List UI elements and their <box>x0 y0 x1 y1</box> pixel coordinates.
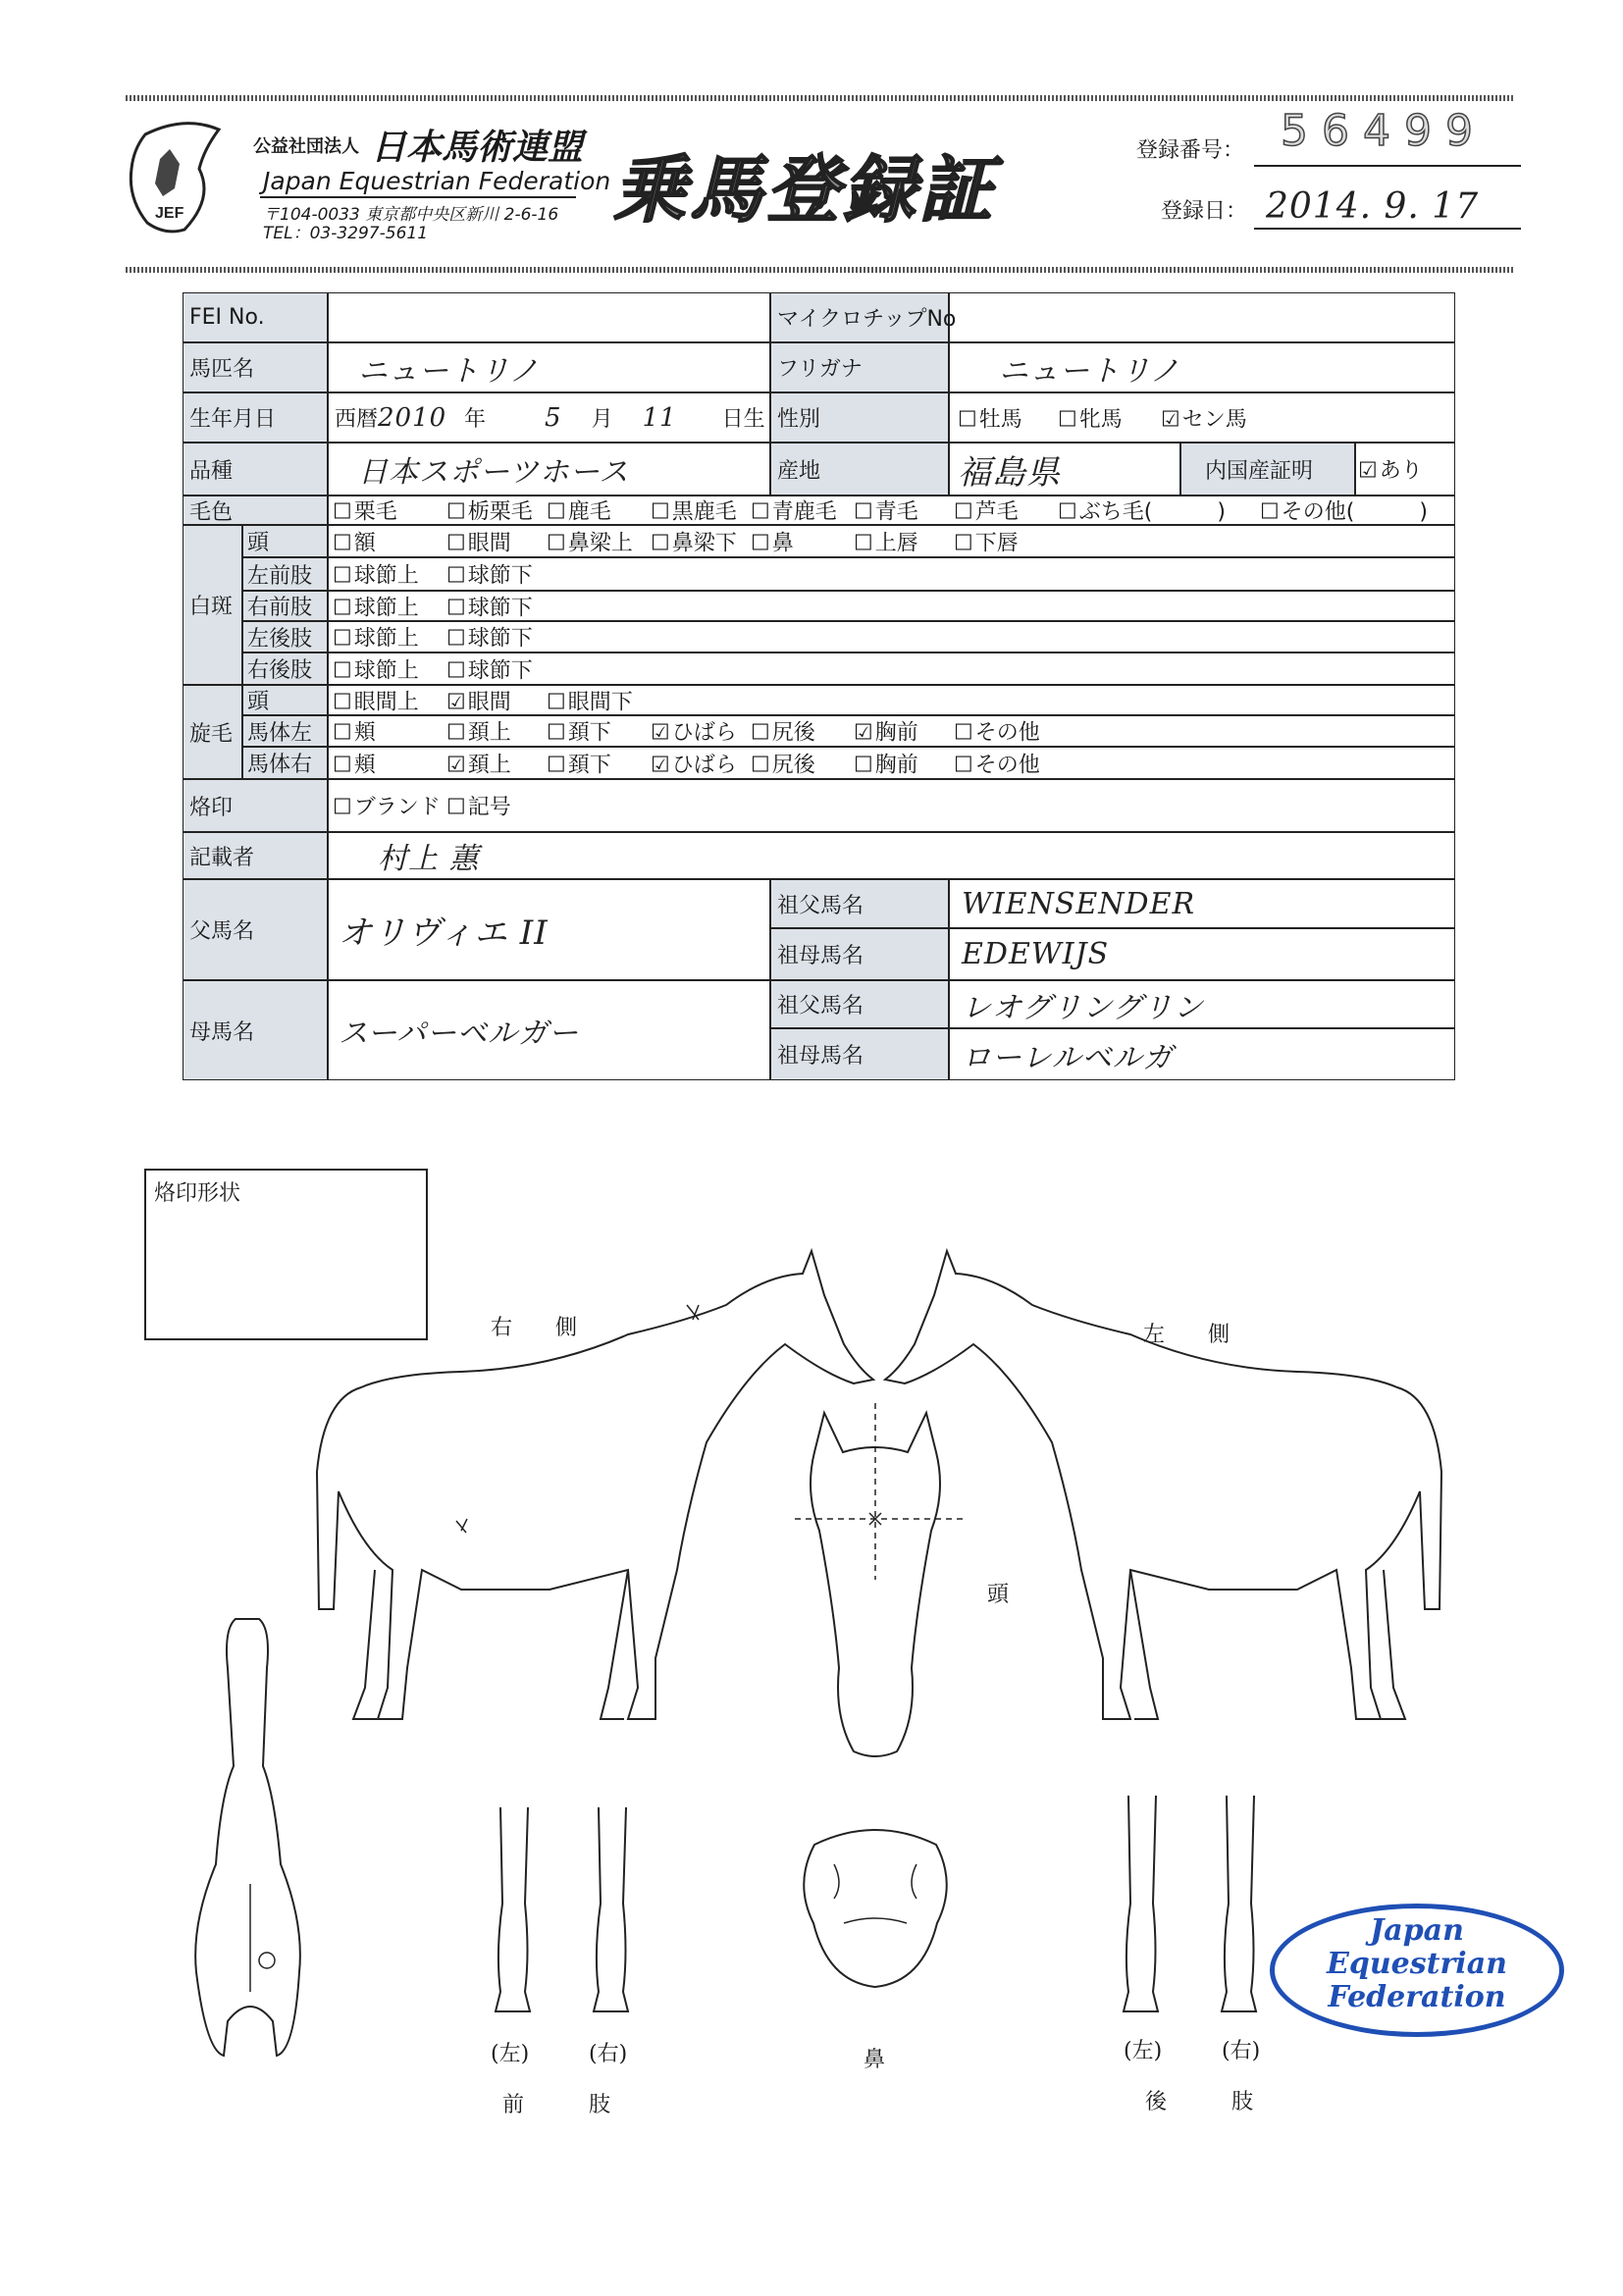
breed-field[interactable]: 日本スポーツホース <box>328 443 770 496</box>
row-label: 馬体右 <box>242 747 328 779</box>
checkbox-unchecked-icon[interactable]: ☐ <box>547 753 566 777</box>
checkbox-option[interactable] <box>446 716 511 747</box>
furigana-field[interactable]: ニュートリノ <box>949 342 1455 392</box>
checkbox-label: 栃栗毛 <box>467 499 533 525</box>
checkbox-label: 鹿毛 <box>567 499 611 525</box>
checkbox-row <box>328 715 1455 747</box>
checkbox-option[interactable] <box>651 526 737 556</box>
checkbox-row <box>328 591 1455 621</box>
checkbox-label: 記号 <box>467 795 511 820</box>
checkbox-unchecked-icon[interactable]: ☐ <box>547 531 566 555</box>
checkbox-option[interactable] <box>333 559 419 590</box>
checkbox-unchecked-icon[interactable]: ☐ <box>333 531 352 555</box>
right-side-label: 右 側 <box>491 1316 578 1340</box>
checkbox-label: 頚下 <box>567 720 611 746</box>
reg-no-value: 56499 <box>1281 106 1487 156</box>
checkbox-label: 頬 <box>353 720 376 746</box>
checkbox-option[interactable] <box>333 716 376 747</box>
checkbox-row <box>328 747 1455 779</box>
stamp-line3: Federation <box>1328 1980 1506 2014</box>
checkbox-label: 球節上 <box>353 658 419 683</box>
checkbox-unchecked-icon[interactable]: ☐ <box>751 753 770 777</box>
horse-right-side-drawing <box>317 1251 873 1719</box>
checkbox-unchecked-icon[interactable]: ☐ <box>954 753 973 777</box>
row-label: 馬体左 <box>242 715 328 747</box>
checkbox-label: 頚下 <box>567 753 611 777</box>
brand-shape-label: 烙印形状 <box>154 1181 241 1206</box>
checkbox-option[interactable] <box>651 716 737 747</box>
horse-name-label: 馬匹名 <box>183 342 328 392</box>
checkbox-unchecked-icon[interactable]: ☐ <box>333 795 352 820</box>
checkbox-unchecked-icon[interactable]: ☐ <box>333 690 352 714</box>
checkbox-unchecked-icon[interactable]: ☐ <box>547 720 566 746</box>
org-name-en: Japan Equestrian Federation <box>263 167 611 195</box>
checkbox-option[interactable] <box>547 685 633 715</box>
sire-grandsire-field[interactable]: WIENSENDER <box>949 879 1455 928</box>
checkbox-label: 球節上 <box>353 563 419 589</box>
document-title: 乗馬登録証 <box>613 148 996 233</box>
sire-grandsire-label: 祖父馬名 <box>770 879 949 928</box>
checkbox-unchecked-icon[interactable]: ☐ <box>1058 499 1077 525</box>
checkbox-unchecked-icon[interactable]: ☐ <box>446 658 466 683</box>
checkbox-label: 胸前 <box>874 720 918 746</box>
checkbox-unchecked-icon[interactable]: ☐ <box>954 720 973 746</box>
org-tel: TEL：03-3297-5611 <box>263 224 429 243</box>
checkbox-row <box>328 621 1455 652</box>
checkbox-unchecked-icon[interactable]: ☐ <box>446 499 466 525</box>
checkbox-unchecked-icon[interactable]: ☐ <box>333 626 352 652</box>
checkbox-label: 球節下 <box>467 658 533 683</box>
checkbox-label: 青鹿毛 <box>771 499 837 525</box>
checkbox-label: セン馬 <box>1181 407 1247 432</box>
checkbox-option[interactable] <box>751 716 815 747</box>
org-type: 公益社団法人 <box>253 136 359 157</box>
checkbox-option[interactable] <box>547 748 611 778</box>
svg-text:JEF: JEF <box>155 205 184 222</box>
checkbox-unchecked-icon[interactable]: ☐ <box>446 531 466 555</box>
dam-grandsire-field[interactable]: レオグリングリン <box>949 980 1455 1028</box>
checkbox-option[interactable] <box>333 653 419 684</box>
stamp-line2: Equestrian <box>1327 1947 1507 1981</box>
checkbox-unchecked-icon[interactable]: ☐ <box>1058 407 1077 432</box>
domestic-cert-label: 内国産証明 <box>1180 443 1355 496</box>
white-marks-label: 白斑 <box>183 525 242 685</box>
legs-hind-drawing <box>1124 1796 1256 2011</box>
dam-granddam-label: 祖母馬名 <box>770 1028 949 1080</box>
checkbox-label: 青毛 <box>874 499 918 525</box>
checkbox-label: 上唇 <box>874 531 918 555</box>
checkbox-label: 胸前 <box>874 753 918 777</box>
checkbox-label: 鼻梁上 <box>567 531 633 555</box>
checkbox-unchecked-icon[interactable]: ☐ <box>1260 499 1280 525</box>
checkbox-label: 額 <box>353 531 376 555</box>
nose-front-drawing <box>804 1830 947 1987</box>
reg-date-value: 2014. 9. 17 <box>1266 186 1480 227</box>
checkbox-option[interactable] <box>333 526 376 556</box>
fore-legs-label: 前 肢 <box>502 2093 611 2117</box>
checkbox-option[interactable] <box>446 591 533 621</box>
checkbox-checked-icon[interactable]: ☑ <box>651 720 670 746</box>
dam-label: 母馬名 <box>183 980 328 1080</box>
checkbox-option[interactable] <box>446 748 511 778</box>
checkbox-label: 球節下 <box>467 626 533 652</box>
checkbox-unchecked-icon[interactable]: ☐ <box>751 720 770 746</box>
checkbox-unchecked-icon[interactable]: ☐ <box>446 720 466 746</box>
checkbox-label: 眼間下 <box>567 690 633 714</box>
checkbox-label: 球節上 <box>353 626 419 652</box>
checkbox-checked-icon[interactable]: ☑ <box>651 753 670 777</box>
checkbox-label: 鼻 <box>771 531 794 555</box>
birth-year-unit: 年 <box>464 407 487 432</box>
horse-name-field[interactable]: ニュートリノ <box>328 342 770 392</box>
stamp-line1: Japan <box>1370 1913 1464 1948</box>
checkbox-label: 眼間 <box>467 690 511 714</box>
checkbox-label: 牡馬 <box>978 407 1022 432</box>
org-address: 〒104-0033 東京都中央区新川 2-6-16 <box>263 205 559 225</box>
checkbox-option[interactable] <box>333 591 419 621</box>
checkbox-unchecked-icon[interactable]: ☐ <box>333 753 352 777</box>
checkbox-option[interactable] <box>954 748 1040 778</box>
checkbox-option[interactable] <box>446 526 511 556</box>
birth-label: 生年月日 <box>183 392 328 443</box>
checkbox-label: 球節下 <box>467 563 533 589</box>
checkbox-label: 球節下 <box>467 596 533 620</box>
sire-field[interactable]: オリヴィエ II <box>328 879 770 980</box>
checkbox-label: その他 <box>974 720 1040 746</box>
checkbox-unchecked-icon[interactable]: ☐ <box>854 753 873 777</box>
checkbox-unchecked-icon[interactable]: ☐ <box>446 563 466 589</box>
checkbox-checked-icon[interactable]: ☑ <box>854 720 873 746</box>
checkbox-label: 眼間 <box>467 531 511 555</box>
checkbox-label: ひばら <box>671 720 737 746</box>
reg-no-label: 登録番号： <box>1136 138 1245 163</box>
row-label: 左前肢 <box>242 557 328 591</box>
sire-granddam-label: 祖母馬名 <box>770 928 949 980</box>
checkbox-unchecked-icon[interactable]: ☐ <box>547 499 566 525</box>
checkbox-unchecked-icon[interactable]: ☐ <box>958 407 977 432</box>
row-label: 右前肢 <box>242 591 328 621</box>
checkbox-label: 頚上 <box>467 720 511 746</box>
checkbox-option[interactable] <box>854 716 918 747</box>
row-label: 右後肢 <box>242 652 328 685</box>
checkbox-row <box>328 557 1455 591</box>
microchip-label: マイクロチップNo <box>770 292 949 342</box>
checkbox-row <box>328 652 1455 685</box>
checkbox-label: 球節上 <box>353 596 419 620</box>
checkbox-unchecked-icon[interactable]: ☐ <box>954 531 973 555</box>
checkbox-option[interactable] <box>954 526 1019 556</box>
checkbox-label: あり <box>1379 458 1423 484</box>
row-label: 頭 <box>242 685 328 715</box>
checkbox-option[interactable] <box>547 716 611 747</box>
checkbox-label: その他( ) <box>1281 499 1428 525</box>
checkbox-option[interactable] <box>651 748 737 778</box>
checkbox-label: 尻後 <box>771 753 815 777</box>
checkbox-label: 頚上 <box>467 753 511 777</box>
org-name: 日本馬術連盟 <box>371 128 584 168</box>
checkbox-unchecked-icon[interactable]: ☐ <box>854 531 873 555</box>
brand-label: 烙印 <box>183 779 328 832</box>
jef-stamp <box>1270 1904 1564 2037</box>
checkbox-row <box>328 685 1455 715</box>
checkbox-unchecked-icon[interactable]: ☐ <box>333 499 352 525</box>
checkbox-checked-icon[interactable]: ☑ <box>1161 407 1180 432</box>
hind-legs-label: 後 肢 <box>1145 2090 1254 2114</box>
nose-label: 鼻 <box>864 2048 886 2072</box>
checkbox-label: ブランド <box>353 795 441 820</box>
checkbox-label: 黒鹿毛 <box>671 499 737 525</box>
checkbox-label: 栗毛 <box>353 499 397 525</box>
reg-date-label: 登録日： <box>1161 199 1248 224</box>
checkbox-option[interactable] <box>446 559 533 590</box>
checkbox-option[interactable] <box>854 526 918 556</box>
left-side-label: 左 側 <box>1143 1323 1230 1347</box>
row-label: 頭 <box>242 525 328 557</box>
checkbox-unchecked-icon[interactable]: ☐ <box>333 596 352 620</box>
checkbox-label: 芦毛 <box>974 499 1019 525</box>
hind-right-label: (右) <box>1222 2039 1261 2063</box>
dam-grandsire-label: 祖父馬名 <box>770 980 949 1028</box>
checkbox-unchecked-icon[interactable]: ☐ <box>651 499 670 525</box>
checkbox-option[interactable] <box>751 526 794 556</box>
row-label: 左後肢 <box>242 621 328 652</box>
checkbox-label: 牝馬 <box>1078 407 1123 432</box>
dam-field[interactable]: スーパーベルガー <box>328 980 770 1080</box>
checkbox-label: 眼間上 <box>353 690 419 714</box>
furigana-label: フリガナ <box>770 342 949 392</box>
fore-right-label: (右) <box>589 2042 628 2066</box>
recorder-label: 記載者 <box>183 832 328 879</box>
birth-day-unit: 日生 <box>721 407 765 432</box>
recorder-field[interactable]: 村上 蕙 <box>328 832 1455 879</box>
checkbox-option[interactable] <box>446 622 533 652</box>
checkbox-label: 鼻梁下 <box>671 531 737 555</box>
checkbox-label: ぶち毛( ) <box>1078 499 1226 525</box>
checkbox-option[interactable] <box>333 685 419 715</box>
fei-no-label: FEI No. <box>183 292 328 342</box>
checkbox-option[interactable] <box>333 622 419 652</box>
checkbox-unchecked-icon[interactable]: ☐ <box>446 626 466 652</box>
checkbox-option[interactable] <box>954 716 1040 747</box>
fore-left-label: (左) <box>491 2042 530 2066</box>
whorls-label: 旋毛 <box>183 685 242 779</box>
horse-top-view-drawing <box>195 1619 300 2056</box>
head-label: 頭 <box>987 1583 1010 1607</box>
birth-era: 西暦 <box>335 407 379 432</box>
sex-label: 性別 <box>770 392 949 443</box>
checkbox-unchecked-icon[interactable]: ☐ <box>547 690 566 714</box>
sire-label: 父馬名 <box>183 879 328 980</box>
origin-field[interactable]: 福島県 <box>949 443 1180 496</box>
checkbox-option[interactable] <box>547 526 633 556</box>
checkbox-label: 下唇 <box>974 531 1019 555</box>
dam-granddam-field[interactable]: ローレルベルガ <box>949 1028 1455 1080</box>
checkbox-unchecked-icon[interactable]: ☐ <box>446 795 466 820</box>
checkbox-unchecked-icon[interactable]: ☐ <box>333 658 352 683</box>
checkbox-option[interactable] <box>854 748 918 778</box>
checkbox-label: 頬 <box>353 753 376 777</box>
checkbox-unchecked-icon[interactable]: ☐ <box>751 499 770 525</box>
birth-month: 5 <box>545 402 562 433</box>
checkbox-unchecked-icon[interactable]: ☐ <box>954 499 973 525</box>
checkbox-option[interactable] <box>446 653 533 684</box>
checkbox-option[interactable] <box>446 685 511 715</box>
checkbox-unchecked-icon[interactable]: ☐ <box>333 720 352 746</box>
checkbox-unchecked-icon[interactable]: ☐ <box>333 563 352 589</box>
checkbox-unchecked-icon[interactable]: ☐ <box>854 499 873 525</box>
checkbox-row <box>328 525 1455 557</box>
checkbox-checked-icon[interactable]: ☑ <box>446 753 466 777</box>
sire-granddam-field[interactable]: EDEWIJS <box>949 928 1455 980</box>
checkbox-label: 尻後 <box>771 720 815 746</box>
checkbox-label: その他 <box>974 753 1040 777</box>
checkbox-option[interactable] <box>751 748 815 778</box>
checkbox-unchecked-icon[interactable]: ☐ <box>446 596 466 620</box>
checkbox-label: ひばら <box>671 753 737 777</box>
checkbox-checked-icon[interactable]: ☑ <box>446 690 466 714</box>
breed-label: 品種 <box>183 443 328 496</box>
coat-label: 毛色 <box>183 496 328 525</box>
checkbox-checked-icon[interactable]: ☑ <box>1358 458 1378 484</box>
birth-month-unit: 月 <box>591 407 613 432</box>
head-front-drawing <box>795 1403 967 1756</box>
legs-front-drawing <box>496 1807 628 2011</box>
birth-day: 11 <box>642 402 677 433</box>
checkbox-unchecked-icon[interactable]: ☐ <box>651 531 670 555</box>
origin-label: 産地 <box>770 443 949 496</box>
checkbox-unchecked-icon[interactable]: ☐ <box>751 531 770 555</box>
checkbox-option[interactable] <box>333 748 376 778</box>
birth-year: 2010 <box>378 402 447 433</box>
hind-left-label: (左) <box>1124 2039 1163 2063</box>
